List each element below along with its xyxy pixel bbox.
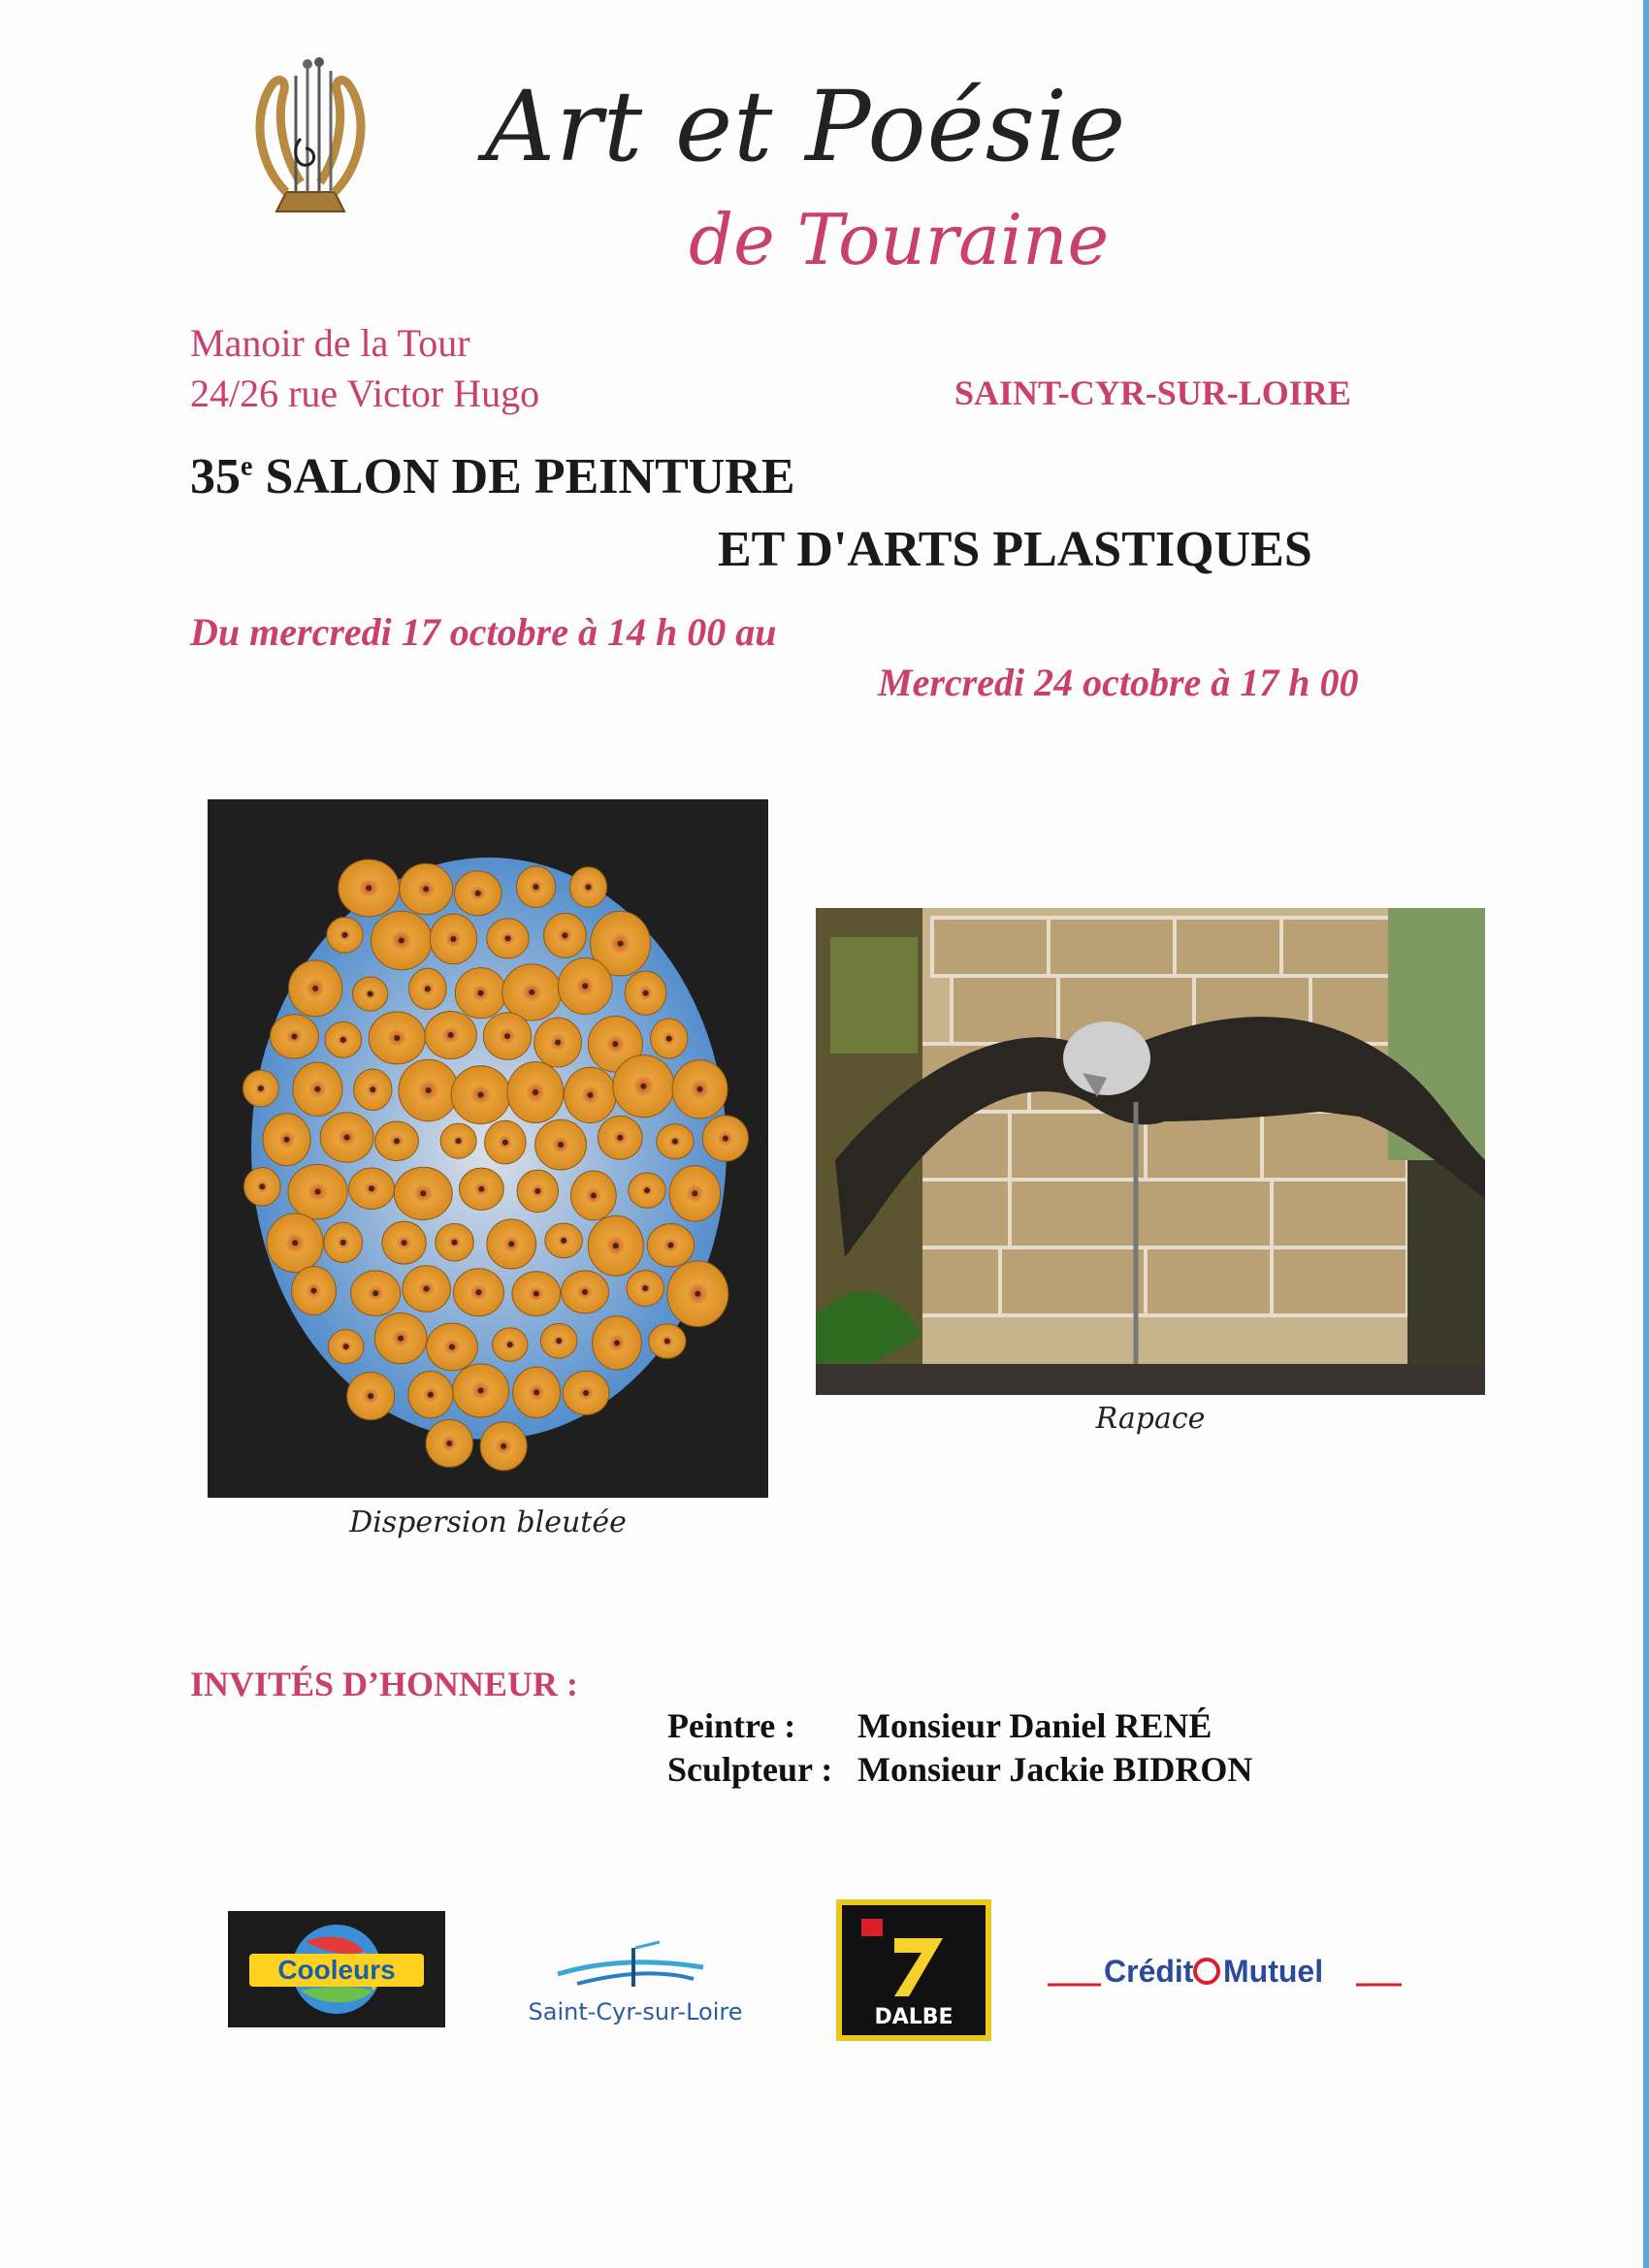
wood-disc-center — [424, 1286, 430, 1292]
wood-disc-center — [292, 1240, 298, 1246]
guest-name: Monsieur Daniel RENÉ — [857, 1706, 1212, 1745]
wood-disc-center — [475, 1289, 481, 1295]
wood-disc-center — [315, 1189, 321, 1195]
wood-disc-center — [583, 1390, 589, 1396]
wood-disc-center — [258, 1085, 264, 1091]
cooleurs-globe-icon — [247, 1923, 426, 2016]
wood-disc-center — [558, 1142, 564, 1148]
event-dates-start: Du mercredi 17 octobre à 14 h 00 au — [190, 610, 777, 654]
wood-disc-center — [369, 1185, 374, 1191]
wood-disc-center — [426, 1087, 432, 1093]
wood-disc-center — [555, 1040, 561, 1046]
bird-sculpture-photo — [816, 908, 1485, 1395]
sponsor-logo-dalbe — [836, 1899, 991, 2041]
wood-disc-center — [425, 986, 431, 991]
wood-disc-center — [672, 1139, 678, 1145]
wood-disc-center — [372, 1290, 378, 1296]
saintcyr-emblem-icon — [490, 1940, 781, 2027]
event-number: 35 — [190, 449, 241, 504]
wood-disc-center — [533, 1089, 538, 1095]
wood-disc-center — [695, 1291, 700, 1297]
wood-disc-center — [582, 984, 588, 989]
wood-disc-center — [291, 1033, 297, 1039]
wood-disc-center — [312, 986, 318, 991]
scan-edge — [1643, 0, 1649, 2268]
wood-disc-center — [692, 1190, 697, 1196]
wood-disc-center — [342, 932, 348, 938]
artwork-caption-2: Rapace — [1095, 1402, 1206, 1436]
wood-disc-center — [456, 1138, 462, 1144]
event-dates-end: Mercredi 24 octobre à 17 h 00 — [878, 661, 1359, 704]
wood-disc-center — [642, 1285, 648, 1291]
wood-disc-center — [428, 1392, 434, 1398]
wood-disc-center — [475, 891, 481, 896]
guest-role: Peintre : — [667, 1706, 796, 1745]
wood-disc-center — [664, 1339, 670, 1345]
wood-disc-center — [450, 936, 456, 942]
wood-disc-center — [398, 1336, 404, 1342]
wood-disc-center — [368, 991, 373, 997]
wood-disc-center — [666, 1036, 672, 1042]
page-title: Art et Poésie — [485, 70, 1127, 183]
wood-disc-center — [561, 1238, 566, 1244]
wood-disc-center — [618, 941, 624, 947]
sponsor-logo-saintcyr — [490, 1940, 781, 2027]
venue-city: SAINT-CYR-SUR-LOIRE — [954, 373, 1351, 412]
wood-disc-center — [644, 1187, 650, 1193]
wood-disc-center — [259, 1183, 265, 1189]
wood-disc-center — [533, 884, 538, 890]
artwork-image-dispersion — [208, 799, 768, 1498]
event-title-text: SALON DE PEINTURE — [252, 449, 795, 504]
dalbe-emblem-icon — [836, 1899, 991, 2041]
dalbe-text: DALBE — [874, 2005, 954, 2029]
wood-disc-center — [343, 1344, 349, 1349]
wood-disc-center — [697, 1086, 703, 1092]
wood-disc-center — [587, 1092, 593, 1098]
event-number-suffix: e — [241, 451, 253, 482]
wood-disc-center — [723, 1136, 728, 1142]
wood-disc-center — [529, 989, 534, 995]
wood-disc-center — [370, 1086, 375, 1092]
wood-disc-center — [449, 1344, 455, 1349]
wood-disc-center — [368, 1393, 373, 1399]
wood-disc-center — [562, 932, 567, 938]
wood-disc-center — [612, 1041, 618, 1047]
wood-disc-center — [613, 1243, 619, 1248]
artwork-image-rapace — [816, 908, 1485, 1395]
artwork-caption-1: Dispersion bleutée — [349, 1506, 627, 1539]
wood-disc-center — [505, 935, 511, 941]
event-title-line1 — [190, 448, 795, 505]
venue-street: 24/26 rue Victor Hugo — [190, 372, 540, 415]
wood-disc-center — [640, 1084, 646, 1089]
lyre-logo-icon — [247, 56, 373, 226]
wood-disc-center — [534, 1188, 540, 1194]
wood-disc-center — [508, 1241, 514, 1247]
cooleurs-text: Cooleurs — [277, 1955, 396, 1985]
wood-disc-center — [617, 1135, 623, 1141]
wood-disc-center — [643, 990, 649, 996]
wood-disc-center — [399, 937, 404, 943]
wood-disc-center — [311, 1288, 317, 1294]
wood-disc-center — [344, 1135, 350, 1141]
sponsor-logo-credit-mutuel — [1048, 1950, 1402, 1998]
wood-disc-center — [556, 1338, 562, 1344]
venue-address — [190, 318, 539, 419]
wood-disc-center — [314, 1086, 320, 1092]
wood-disc-center — [501, 1443, 506, 1449]
wood-disc-center — [452, 1240, 458, 1246]
wood-discs-artwork — [208, 799, 768, 1498]
wood-disc-center — [478, 1186, 484, 1192]
guests-heading: INVITÉS D’HONNEUR : — [190, 1665, 579, 1703]
credit-text: Crédit — [1104, 1954, 1194, 1989]
wood-disc-center — [614, 1340, 620, 1345]
venue-name: Manoir de la Tour — [190, 321, 470, 365]
wood-disc-center — [667, 1243, 673, 1248]
wood-disc-center — [446, 1441, 452, 1446]
page-subtitle: de Touraine — [689, 199, 1110, 280]
wood-disc-center — [507, 1342, 513, 1347]
wood-disc-center — [284, 1137, 290, 1143]
wood-disc-center — [534, 1291, 539, 1297]
wood-disc-center — [402, 1240, 407, 1246]
wood-disc-center — [591, 1192, 597, 1198]
wood-disc-center — [478, 990, 484, 996]
credit-mutuel-emblem-icon — [1048, 1950, 1402, 1998]
wood-disc-center — [394, 1035, 400, 1041]
wood-disc-center — [340, 1240, 346, 1246]
mutuel-text: Mutuel — [1223, 1954, 1324, 1989]
wood-disc-center — [534, 1389, 539, 1395]
wood-disc-center — [478, 1092, 484, 1098]
wood-disc-center — [420, 1190, 426, 1196]
wood-disc-center — [504, 1033, 510, 1039]
wood-disc-center — [502, 1140, 508, 1146]
guest-role: Sculpteur : — [667, 1750, 833, 1789]
guest-name: Monsieur Jackie BIDRON — [857, 1750, 1253, 1789]
wood-disc-center — [340, 1037, 346, 1043]
event-title-line2: ET D'ARTS PLASTIQUES — [718, 522, 1312, 577]
wood-disc-center — [448, 1032, 454, 1038]
wood-disc-center — [423, 887, 429, 892]
saintcyr-text: Saint-Cyr-sur-Loire — [528, 1998, 743, 2025]
wood-disc-center — [478, 1388, 484, 1394]
wood-disc-center — [582, 1289, 588, 1295]
wood-disc-center — [394, 1138, 400, 1144]
wood-disc-center — [586, 885, 592, 891]
wood-disc-center — [366, 885, 372, 891]
sponsor-logo-cooleurs — [228, 1911, 445, 2027]
